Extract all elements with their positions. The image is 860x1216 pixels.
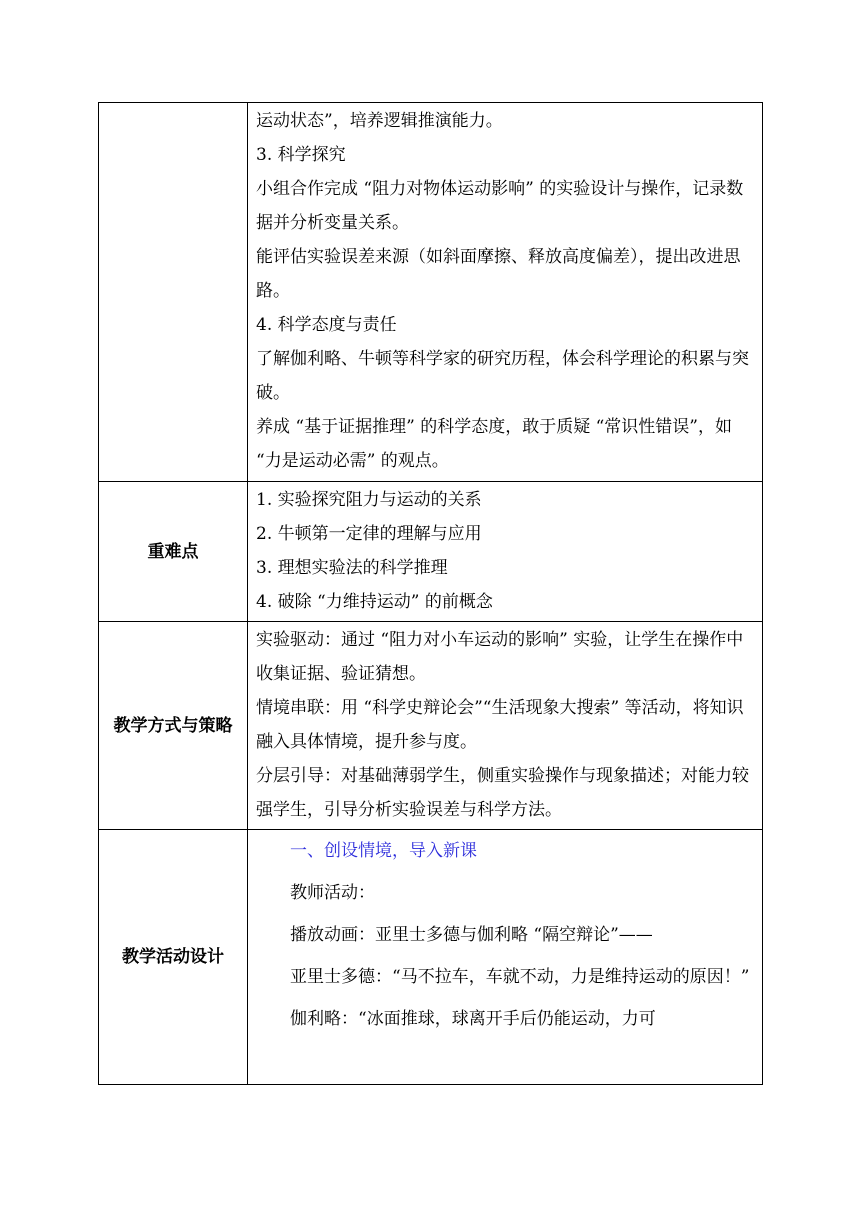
objectives-cell xyxy=(248,103,763,482)
strategies-cell xyxy=(248,622,763,830)
section-heading: 一、创设情境，导入新课 xyxy=(290,841,477,861)
list-item: 4. 破除 “力维持运动” 的前概念 xyxy=(256,592,493,612)
paragraph: 播放动画：亚里士多德与伽利略 “隔空辩论”—— xyxy=(290,925,653,945)
paragraph: 能评估实验误差来源（如斜面摩擦、释放高度偏差），提出改进思路。 xyxy=(256,247,741,301)
paragraph: 4. 科学态度与责任 xyxy=(256,315,397,335)
table-row-key-points xyxy=(99,482,763,622)
paragraph: 运动状态”，培养逻辑推演能力。 xyxy=(256,111,503,131)
paragraph: 小组合作完成 “阻力对物体运动影响” 的实验设计与操作，记录数据并分析变量关系。 xyxy=(256,179,744,233)
key-points-cell xyxy=(248,482,763,622)
table-row-strategies xyxy=(99,622,763,830)
paragraph: 了解伽利略、牛顿等科学家的研究历程，体会科学理论的积累与突破。 xyxy=(256,349,749,403)
paragraph: 教师活动： xyxy=(290,883,375,903)
paragraph: 养成 “基于证据推理” 的科学态度，敢于质疑 “常识性错误”，如 “力是运动必需” 的观点。 xyxy=(256,417,732,471)
activity-design-cell xyxy=(248,830,763,1085)
paragraph: 情境串联：用 “科学史辩论会”“生活现象大搜索” 等活动，将知识融入具体情境，提升参与度。 xyxy=(256,698,744,752)
paragraph: 分层引导：对基础薄弱学生，侧重实验操作与现象描述；对能力较强学生，引导分析实验误差与科学方法。 xyxy=(256,766,749,820)
paragraph: 亚里士多德：“马不拉车，车就不动，力是维持运动的原因！” xyxy=(290,967,750,987)
list-item: 3. 理想实验法的科学推理 xyxy=(256,558,448,578)
table-row-objectives xyxy=(99,103,763,482)
row-label: 重难点 xyxy=(99,482,248,622)
paragraph: 实验驱动：通过 “阻力对小车运动的影响” 实验，让学生在操作中收集证据、验证猜想。 xyxy=(256,630,744,684)
row-label xyxy=(99,103,248,482)
row-label: 教学方式与策略 xyxy=(99,622,248,830)
list-item: 2. 牛顿第一定律的理解与应用 xyxy=(256,524,482,544)
list-item: 1. 实验探究阻力与运动的关系 xyxy=(256,490,482,510)
lesson-plan-table xyxy=(98,102,763,1085)
paragraph: 3. 科学探究 xyxy=(256,145,346,165)
table-row-activity-design xyxy=(99,830,763,1085)
paragraph: 伽利略：“冰面推球，球离开手后仍能运动，力可 xyxy=(290,1009,656,1029)
row-label: 教学活动设计 xyxy=(99,830,248,1085)
